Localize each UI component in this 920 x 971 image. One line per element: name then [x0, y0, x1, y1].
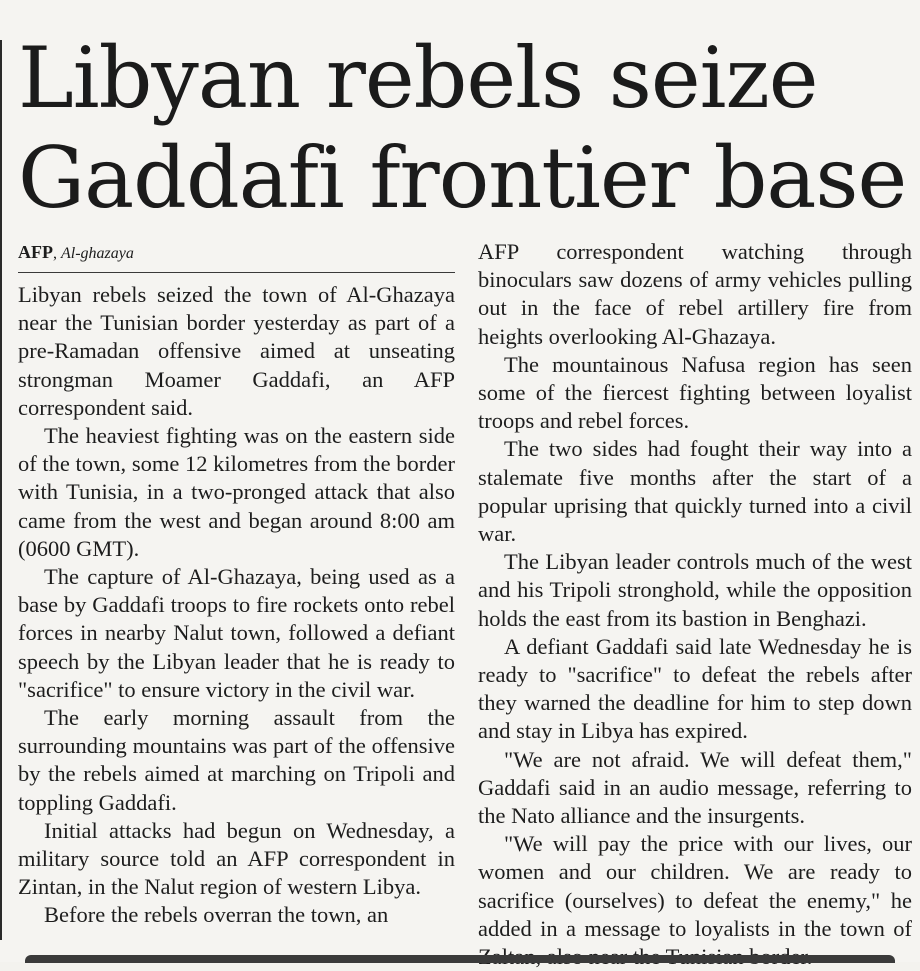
byline-dateline: Al-ghazaya [61, 245, 134, 262]
headline-line-1: Libyan rebels seize [18, 29, 818, 127]
article-column-left [18, 238, 455, 930]
paragraph: Before the rebels overran the town, an [44, 902, 389, 928]
paragraph: The early morning assault from the surrounding mountains was part of the offensive by the rebels aimed at marching on Tripoli and toppling Gaddafi. [18, 705, 455, 815]
paragraph: The capture of Al-Ghazaya, being used as a base by Gaddafi troops to fire rockets onto rebel forces in nearby Nalut town, followed a defiant speech by the Libyan leader that he is ready to "sacrifice" to ensure victory in the civil war. [18, 564, 455, 702]
paragraph: AFP correspondent watching through binoculars saw dozens of army vehicles pulling out in the face of rebel artillery fire from heights overlooking Al-Ghazaya. [478, 239, 912, 349]
paragraph: Libyan rebels seized the town of Al-Ghazaya near the Tunisian border yesterday as part of a pre-Ramadan offensive aimed at unseating strongman Moamer Gaddafi, an AFP correspondent said. [18, 282, 455, 420]
paragraph: "We will pay the price with our lives, our women and our children. We are ready to sacrifice (ourselves) to defeat the enemy," he added in a message to loyalists in the town of [478, 831, 912, 941]
paragraph: The two sides had fought their way into a stalemate five months after the start of a popular uprising that quickly turned into a civil war. [478, 436, 912, 547]
byline: AFP, Al-ghazaya [18, 238, 455, 273]
byline-agency: AFP [18, 242, 53, 262]
headline-line-2: Gaddafi frontier base [18, 129, 907, 227]
paragraph: The Libyan leader controls much of the west and his Tripoli stronghold, while the opposition holds the east from its bastion in Benghazi. [478, 549, 912, 631]
paragraph: The heaviest fighting was on the eastern side of the town, some 12 kilometres from the border with Tunisia, in a two-pronged attack that also came from the west and began around 8:00 am (0600 GMT). [18, 423, 455, 561]
headline [18, 28, 913, 228]
paragraph: Initial attacks had begun on Wednesday, a military source told an AFP correspondent in Zintan, in the Nalut region of western Libya. [18, 817, 455, 900]
article-column-right [478, 238, 912, 971]
paragraph: The mountainous Nafusa region has seen some of the fiercest fighting between loyalist troops and rebel forces. [478, 351, 912, 434]
paragraph: A defiant Gaddafi said late Wednesday he is ready to "sacrifice" to defeat the rebels after they warned the deadline for him to step down and stay in Libya has expired. [478, 633, 912, 744]
column-rule [0, 40, 2, 940]
paragraph: "We are not afraid. We will defeat them," Gaddafi said in an audio message, referring to the Nato alliance and the insurgents. [478, 746, 912, 829]
